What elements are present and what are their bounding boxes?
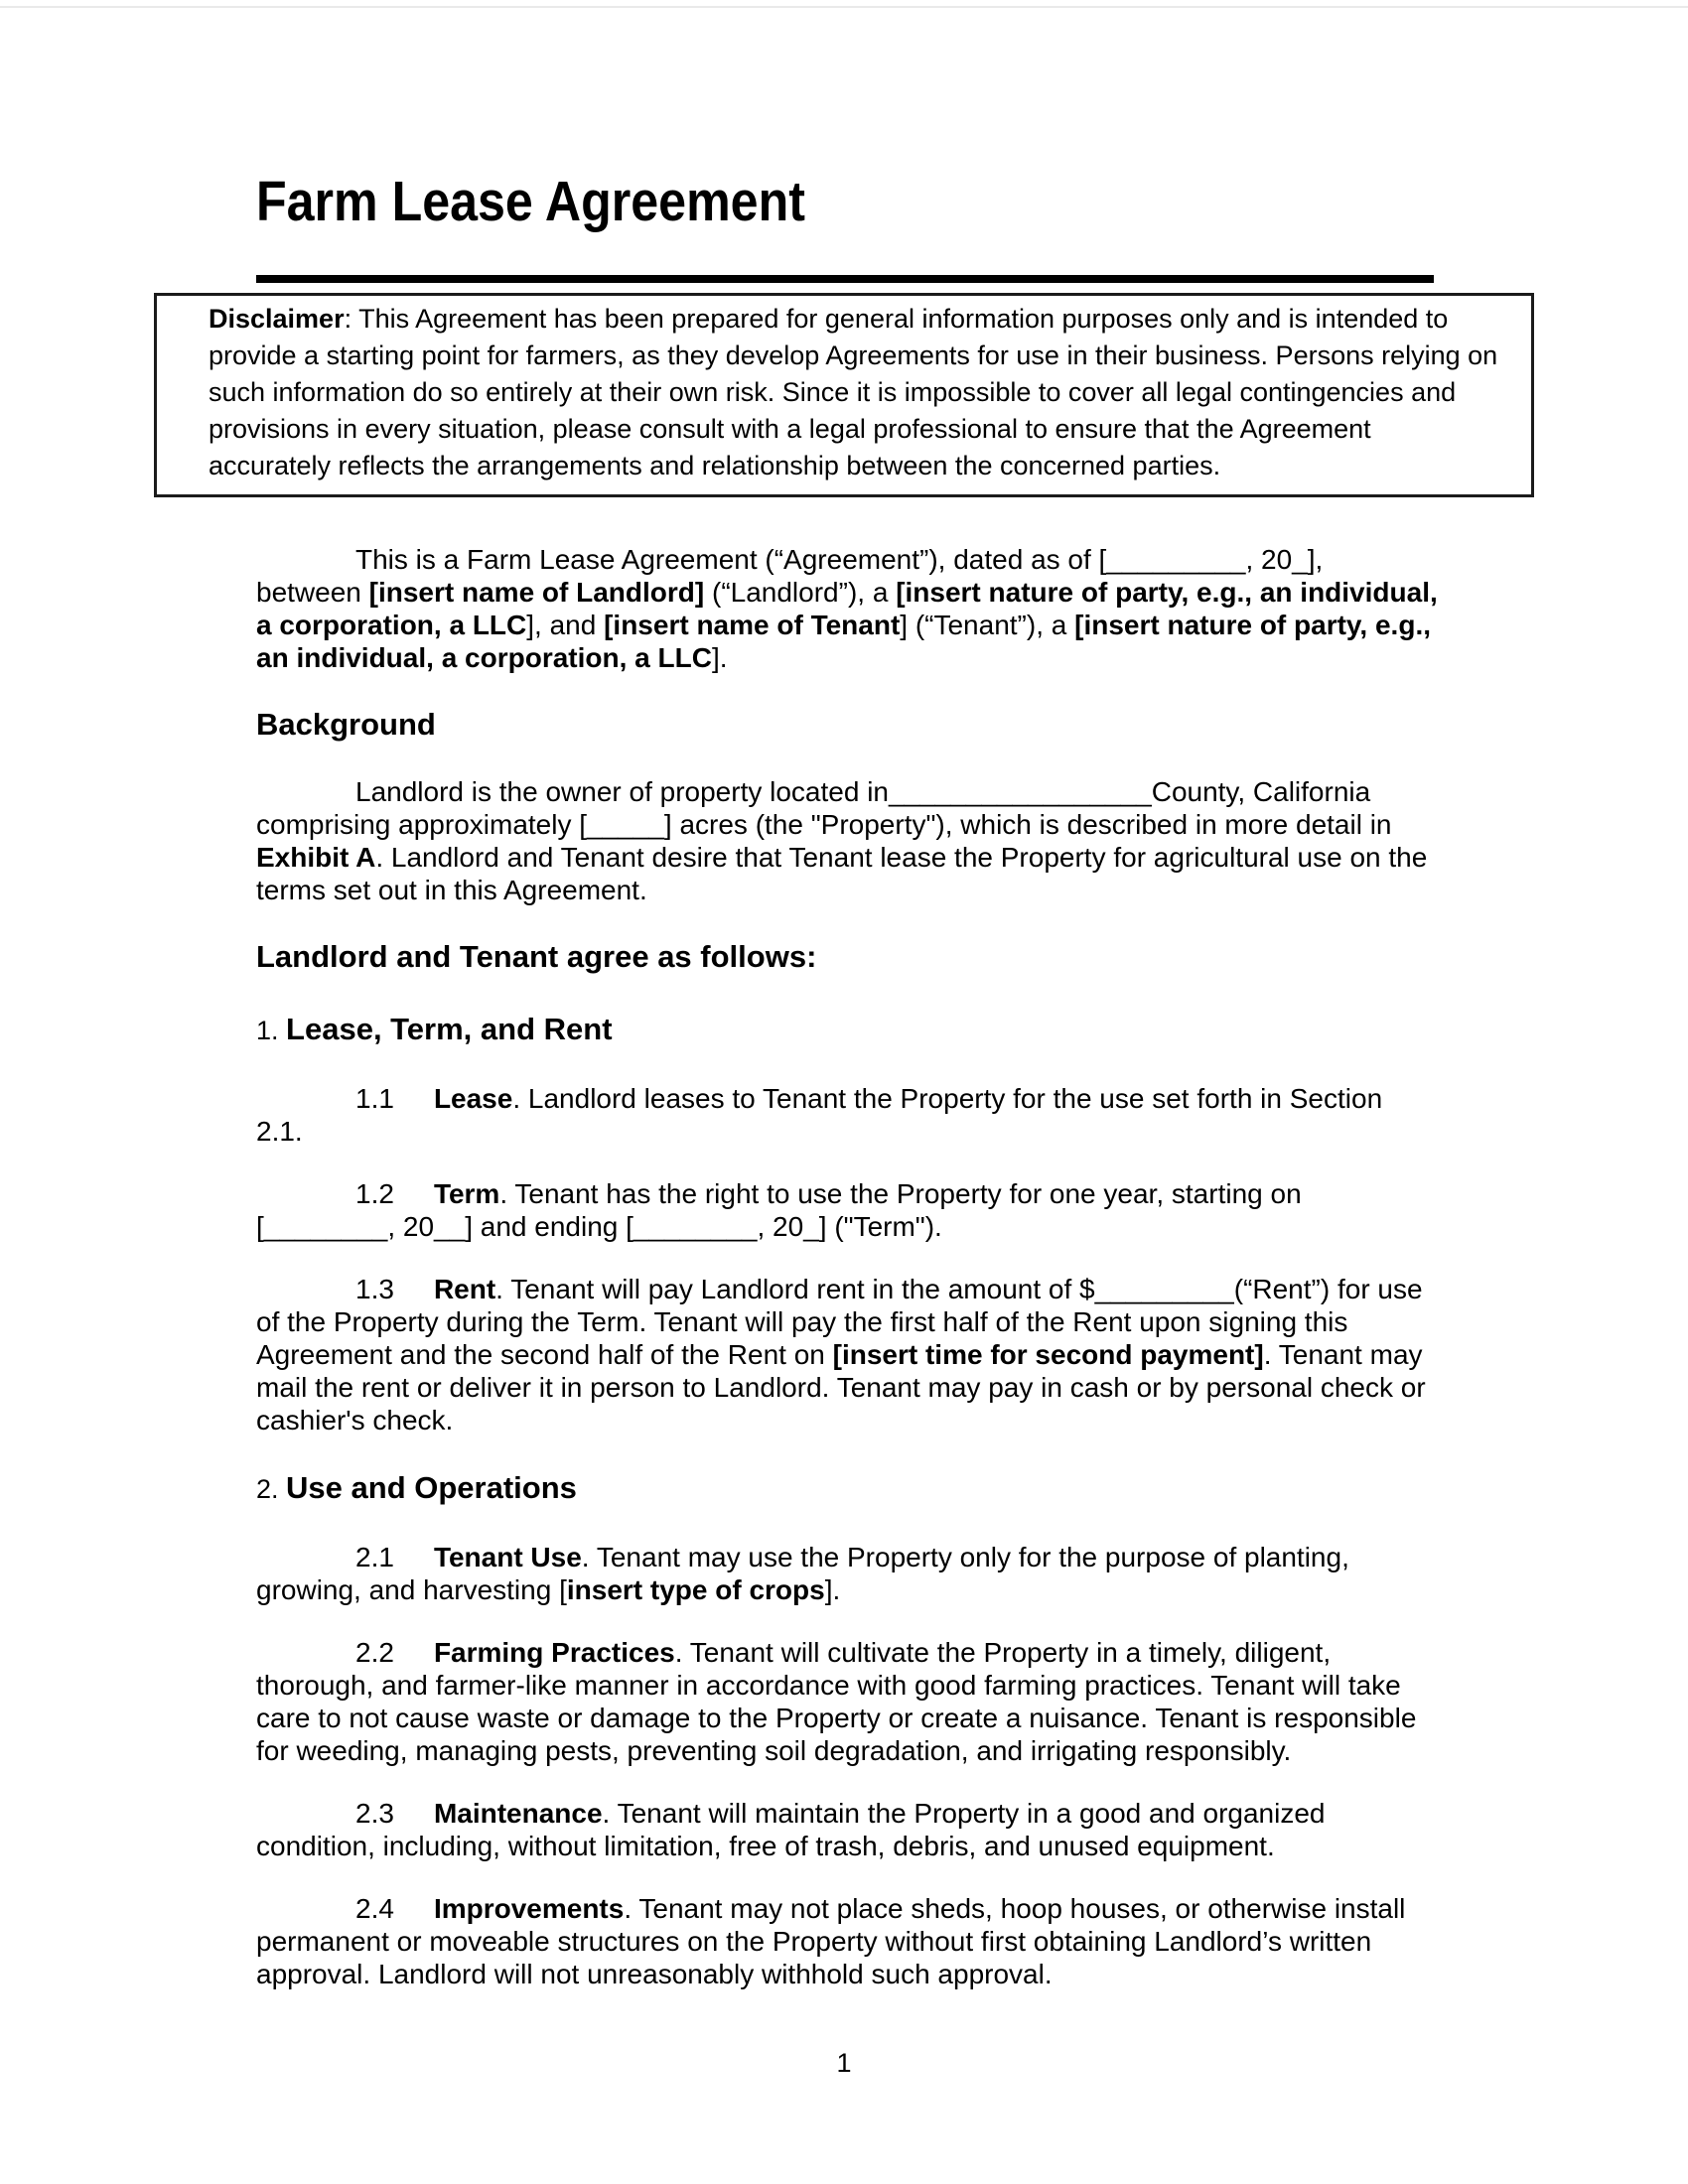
page-footer (0, 2047, 1688, 2080)
text-run: ], and (526, 610, 605, 640)
text-run: 1.2 (355, 1178, 394, 1209)
clause-2-1 (256, 1541, 1479, 1606)
bold-text-run: Maintenance (433, 1798, 603, 1829)
bold-text-run: Disclaimer (209, 304, 345, 334)
clause-1-1 (256, 1082, 1479, 1148)
text-run: 2.2 (355, 1637, 394, 1668)
text-run: Landlord is the owner of property located in_________________County, California (355, 776, 1371, 807)
clause-1-3 (256, 1273, 1479, 1436)
section-number: 1. (256, 1016, 279, 1045)
text-run: between (256, 577, 369, 608)
text-run: ]. (824, 1574, 841, 1605)
bold-text-run: Exhibit A (256, 842, 376, 873)
clause-2-4 (256, 1892, 1479, 1990)
text-run: provisions in every situation, please consult with a legal professional to ensure that the Agreement (209, 414, 1371, 444)
bold-text-run: [insert name of Landlord] (368, 577, 705, 608)
text-run: 2.3 (355, 1798, 394, 1829)
text-run: accurately reflects the arrangements and relationship between the concerned parties. (209, 451, 1221, 480)
bold-text-run: Farming Practices (433, 1637, 675, 1668)
text-run: 2.1. (256, 1116, 303, 1147)
page-number: 1 (836, 2048, 852, 2078)
text-run: 1.3 (355, 1274, 394, 1304)
section-title: Lease, Term, and Rent (286, 1012, 613, 1046)
text-run: . Tenant will maintain the Property in a good and organized (602, 1798, 1326, 1829)
text-run: 2.1 (355, 1542, 394, 1572)
text-run: . Landlord and Tenant desire that Tenant lease the Property for agricultural use on the (375, 842, 1428, 873)
text-run: condition, including, without limitation, free of trash, debris, and unused equipment. (256, 1831, 1275, 1861)
document-title: Farm Lease Agreement (256, 170, 805, 233)
text-run: . Tenant may use the Property only for the purpose of planting, (581, 1542, 1349, 1572)
bold-text-run: [insert nature of party, e.g., (1074, 610, 1431, 640)
text-run: terms set out in this Agreement. (256, 875, 647, 905)
bold-text-run: Lease (433, 1083, 513, 1114)
bold-text-run: Tenant Use (433, 1542, 582, 1572)
bold-text-run: [insert name of Tenant (604, 610, 901, 640)
intro-paragraph (256, 543, 1479, 674)
clause-2-2 (256, 1636, 1479, 1767)
section-2-heading (256, 1466, 1479, 1511)
clause-1-2 (256, 1177, 1479, 1243)
text-run: : This Agreement has been prepared for general information purposes only and is intended to (344, 304, 1449, 334)
bold-text-run: insert type of crops (566, 1574, 825, 1605)
text-run: . Tenant may (1263, 1339, 1423, 1370)
section-1-heading (256, 1008, 1479, 1052)
text-run: [________, 20__] and ending [________, 20_] ("Term"). (256, 1211, 942, 1242)
text-run: . Tenant will pay Landlord rent in the amount of $_________(“Rent”) for use (495, 1274, 1423, 1304)
disclaimer-box (154, 293, 1534, 497)
title-rule (256, 275, 1434, 283)
text-run: comprising approximately [_____] acres (the "Property"), which is described in more detail in (256, 809, 1392, 840)
background-paragraph (256, 775, 1479, 906)
background-heading (256, 704, 1479, 746)
text-run: . Tenant may not place sheds, hoop houses, or otherwise install (624, 1893, 1406, 1924)
document-body (256, 543, 1479, 2020)
text-run: of the Property during the Term. Tenant will pay the first half of the Rent upon signing this (256, 1306, 1348, 1337)
bold-text-run: an individual, a corporation, a LLC (256, 642, 712, 673)
text-run: mail the rent or deliver it in person to Landlord. Tenant may pay in cash or by personal check or (256, 1372, 1426, 1403)
bold-text-run: [insert time for second payment] (832, 1339, 1264, 1370)
bold-text-run: Improvements (433, 1893, 625, 1924)
section-number: 2. (256, 1474, 279, 1504)
text-run: (“Landlord”), a (704, 577, 897, 608)
text-run: provide a starting point for farmers, as they develop Agreements for use in their business. Persons relying on (209, 341, 1498, 370)
bold-text-run: a corporation, a LLC (256, 610, 527, 640)
bold-text-run: Term (433, 1178, 500, 1209)
clause-2-3 (256, 1797, 1479, 1862)
text-run: cashier's check. (256, 1405, 454, 1435)
text-run: . Landlord leases to Tenant the Property for the use set forth in Section (512, 1083, 1383, 1114)
text-run: care to not cause waste or damage to the Property or create a nuisance. Tenant is responsible (256, 1703, 1417, 1733)
section-title: Use and Operations (286, 1470, 577, 1505)
bold-text-run: Background (256, 707, 436, 742)
bold-text-run: [insert nature of party, e.g., an individual, (896, 577, 1438, 608)
page-top-edge (0, 6, 1688, 8)
text-run: Agreement and the second half of the Rent on (256, 1339, 833, 1370)
text-run: . Tenant will cultivate the Property in a timely, diligent, (674, 1637, 1332, 1668)
text-run: ]. (711, 642, 728, 673)
text-run: 1.1 (355, 1083, 394, 1114)
bold-text-run: Landlord and Tenant agree as follows: (256, 939, 817, 974)
agreement-heading (256, 936, 1479, 978)
text-run: This is a Farm Lease Agreement (“Agreement”), dated as of [_________, 20_], (355, 544, 1324, 575)
text-run: for weeding, managing pests, preventing soil degradation, and irrigating responsibly. (256, 1735, 1292, 1766)
text-run: thorough, and farmer-like manner in accordance with good farming practices. Tenant will take (256, 1670, 1401, 1701)
bold-text-run: Rent (433, 1274, 496, 1304)
text-run: approval. Landlord will not unreasonably withhold such approval. (256, 1959, 1053, 1989)
text-run: growing, and harvesting [ (256, 1574, 567, 1605)
text-run: ] (“Tenant”), a (900, 610, 1075, 640)
text-run: permanent or moveable structures on the Property without first obtaining Landlord’s written (256, 1926, 1372, 1957)
text-run: . Tenant has the right to use the Property for one year, starting on (499, 1178, 1302, 1209)
text-run: such information do so entirely at their own risk. Since it is impossible to cover all legal contingencies and (209, 377, 1457, 407)
text-run: 2.4 (355, 1893, 394, 1924)
